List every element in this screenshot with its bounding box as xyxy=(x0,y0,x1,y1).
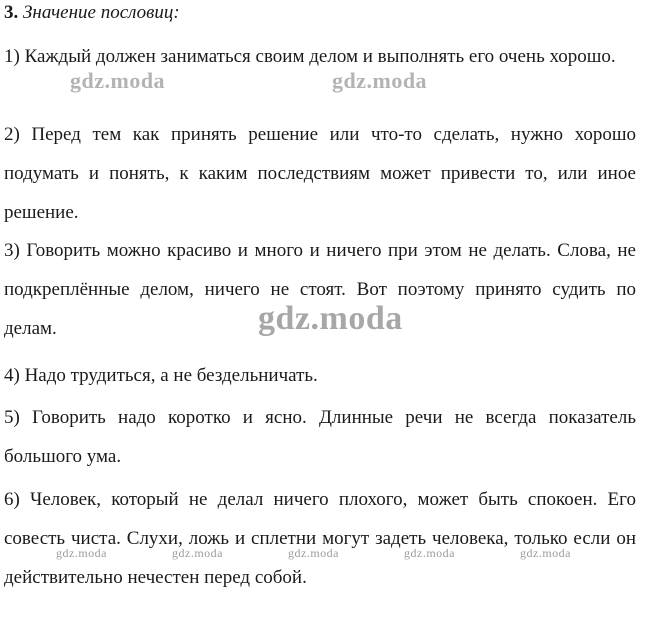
watermark: gdz.moda xyxy=(332,68,428,93)
paragraph-5: 5) Говорить надо коротко и ясно. Длинные речи не всегда показатель большого ума. xyxy=(4,407,636,467)
paragraph-3: 3) Говорить можно красиво и много и ничего при этом не делать. Слова, не подкреплённые делом, ничего не стоят. Вот поэтому принято судить по делам. xyxy=(4,240,636,339)
watermark: gdz.moda xyxy=(288,546,339,560)
section-number: 3. xyxy=(4,2,19,23)
paragraph-6: 6) Человек, который не делал ничего плохого, может быть спокоен. Его совесть чиста. Слухи, ложь и сплетни могут задеть человека, только если он действительно нечестен перед собой. xyxy=(4,489,636,588)
paragraph-1: 1) Каждый должен заниматься своим делом и выполнять его очень хорошо. xyxy=(4,46,616,67)
section-title: Значение пословиц: xyxy=(23,2,180,23)
section-heading xyxy=(4,2,180,24)
watermark: gdz.moda xyxy=(404,546,455,560)
watermark: gdz.moda xyxy=(172,546,223,560)
watermark: gdz.moda xyxy=(56,546,107,560)
watermark: gdz.moda xyxy=(520,546,571,560)
watermark: gdz.moda xyxy=(258,300,403,337)
watermark: gdz.moda xyxy=(70,68,166,93)
paragraph-4: 4) Надо трудиться, а не бездельничать. xyxy=(4,365,318,386)
paragraph-2: 2) Перед тем как принять решение или что-то сделать, нужно хорошо подумать и понять, к каким последствиям может привести то, или иное решение. xyxy=(4,124,636,223)
